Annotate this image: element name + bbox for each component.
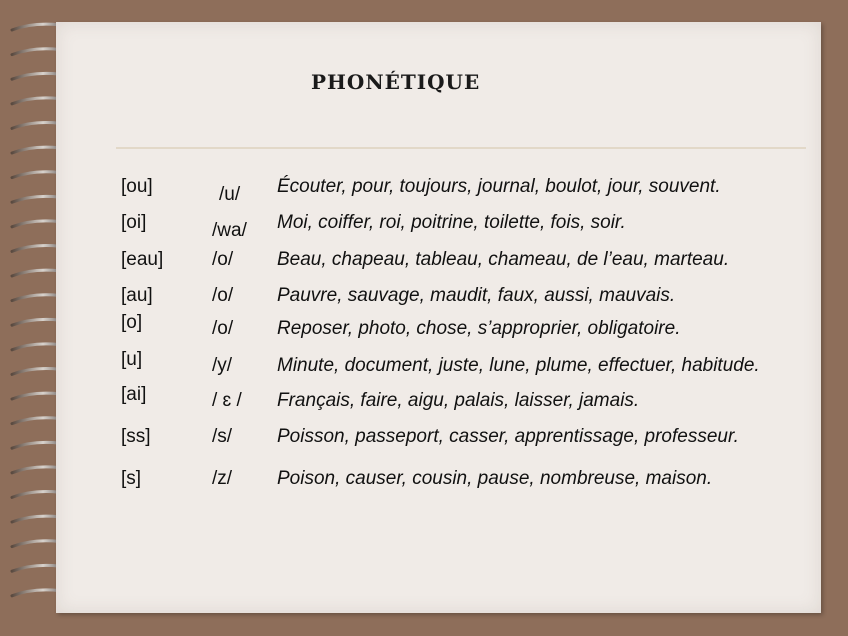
examples: Moi, coiffer, roi, poitrine, toilette, fois, soir. [277, 212, 626, 233]
phoneme: /wa/ [212, 220, 247, 241]
examples: Poison, causer, cousin, pause, nombreuse, maison. [277, 468, 713, 489]
examples: Pauvre, sauvage, maudit, faux, aussi, mauvais. [277, 285, 676, 306]
examples: Écouter, pour, toujours, journal, boulot, jour, souvent. [277, 176, 721, 197]
grapheme: [oi] [121, 212, 147, 233]
grapheme: [ai] [121, 384, 147, 405]
grapheme: [o] [121, 312, 143, 333]
grapheme: [au] [121, 285, 153, 306]
phoneme: /o/ [212, 249, 234, 270]
phoneme: /u/ [219, 184, 241, 205]
notebook-page [56, 22, 821, 613]
phoneme: /y/ [212, 355, 233, 376]
grapheme: [eau] [121, 249, 164, 270]
phoneme: /z/ [212, 468, 233, 489]
phoneme: /s/ [212, 426, 233, 447]
examples: Minute, document, juste, lune, plume, effectuer, habitude. [277, 355, 760, 376]
examples: Reposer, photo, chose, s’approprier, obligatoire. [277, 318, 681, 339]
phoneme: /o/ [212, 318, 234, 339]
grapheme: [ou] [121, 176, 153, 197]
divider [116, 147, 806, 149]
examples: Français, faire, aigu, palais, laisser, jamais. [277, 390, 640, 411]
examples: Beau, chapeau, tableau, chameau, de l’eau, marteau. [277, 249, 730, 270]
grapheme: [s] [121, 468, 142, 489]
phoneme: / ɛ / [212, 390, 242, 411]
examples: Poisson, passeport, casser, apprentissage, professeur. [277, 426, 739, 447]
phoneme: /o/ [212, 285, 234, 306]
page-title: PHONÉTIQUE [311, 70, 481, 94]
grapheme: [u] [121, 349, 143, 370]
grapheme: [ss] [121, 426, 151, 447]
